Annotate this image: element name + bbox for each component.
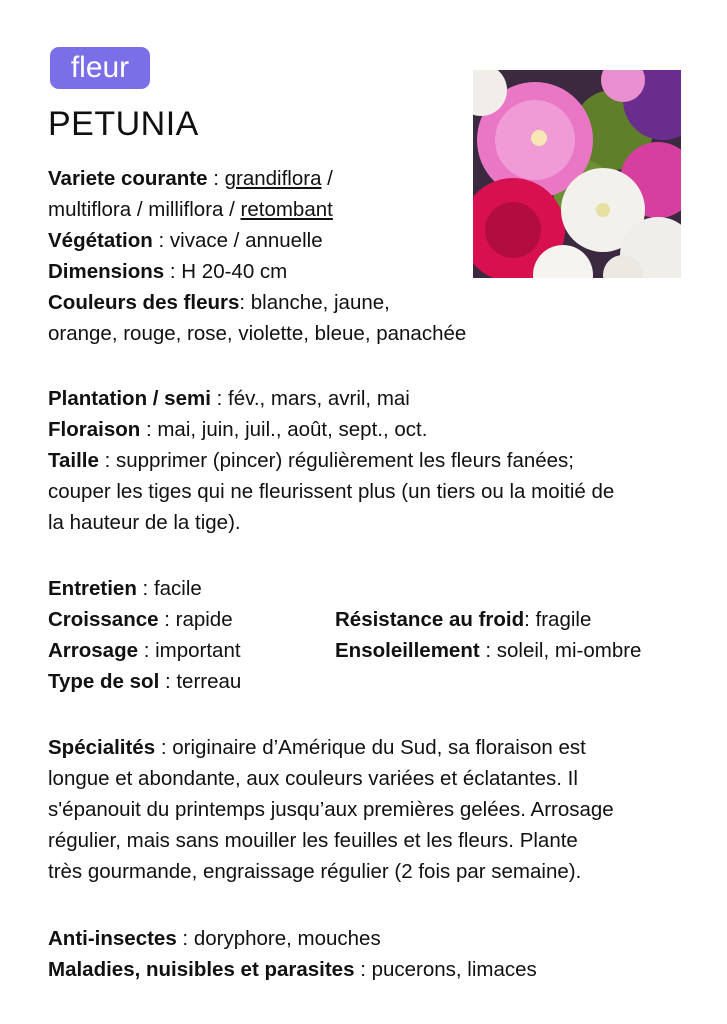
ensoleillement-value: : soleil, mi-ombre [479,639,642,662]
plantation-row [48,383,410,414]
croissance-row [48,604,233,635]
dimensions-row [48,256,287,287]
sol-row [48,666,241,697]
plantation-value: : fév., mars, avril, mai [210,387,410,410]
floraison-value: : mai, juin, juil., août, sept., oct. [140,418,428,441]
petunia-flowers-image [473,70,681,278]
specialites-row-4 [48,825,578,856]
anti-insectes-value: : doryphore, mouches [176,927,381,950]
arrosage-row [48,635,241,666]
arrosage-label: Arrosage [48,639,139,662]
plantation-label: Plantation / semi [48,387,211,410]
floraison-row [48,414,427,445]
specialites-value-4: régulier, mais sans mouiller les feuilles et les fleurs. Plante [48,829,578,852]
maladies-label: Maladies, nuisibles et parasites [48,958,355,981]
specialites-label: Spécialités [48,736,156,759]
taille-value: : supprimer (pincer) régulièrement les fleurs fanées; [98,449,575,472]
entretien-label: Entretien [48,577,137,600]
sol-value: : terreau [159,670,242,693]
taille-value-2: couper les tiges qui ne fleurissent plus (un tiers ou la moitié de [48,480,615,503]
variete-label: Variete courante [48,167,208,190]
dimensions-label: Dimensions [48,260,165,283]
variete-slash: / [321,167,333,190]
sol-label: Type de sol [48,670,160,693]
specialites-row [48,732,586,763]
couleurs-label: Couleurs des fleurs [48,291,240,314]
specialites-row-3 [48,794,614,825]
entretien-value: : facile [136,577,202,600]
couleurs-row [48,287,390,318]
vegetation-value: : vivace / annuelle [152,229,323,252]
entretien-row [48,573,202,604]
taille-row [48,445,574,476]
petunia-photo [473,70,681,278]
croissance-label: Croissance [48,608,159,631]
specialites-row-5 [48,856,581,887]
variete-sep: : [207,167,225,190]
category-badge: fleur [50,47,150,89]
dimensions-value: : H 20-40 cm [164,260,288,283]
taille-label: Taille [48,449,99,472]
vegetation-row [48,225,323,256]
specialites-value-5: très gourmande, engraissage régulier (2 fois par semaine). [48,860,582,883]
specialites-row-2 [48,763,578,794]
vegetation-label: Végétation [48,229,153,252]
arrosage-value: : important [138,639,241,662]
maladies-row [48,954,537,985]
resistance-value: : fragile [524,608,592,631]
taille-value-3: la hauteur de la tige). [48,511,241,534]
floraison-label: Floraison [48,418,141,441]
resistance-row [335,604,591,635]
specialites-value-2: longue et abondante, aux couleurs variées et éclatantes. Il [48,767,578,790]
maladies-value: : pucerons, limaces [354,958,537,981]
variete-link-retombant[interactable]: retombant [240,198,333,221]
couleurs-row-2 [48,318,466,349]
couleurs-value: : blanche, jaune, [239,291,390,314]
variete-text: multiflora / milliflora / [48,198,241,221]
anti-insectes-row [48,923,381,954]
taille-row-2 [48,476,614,507]
couleurs-value-2: orange, rouge, rose, violette, bleue, panachée [48,322,467,345]
ensoleillement-label: Ensoleillement [335,639,480,662]
page-title: PETUNIA [48,105,199,143]
variete-row-2 [48,194,333,225]
ensoleillement-row [335,635,641,666]
variete-link-grandiflora[interactable]: grandiflora [224,167,322,190]
resistance-label: Résistance au froid [335,608,525,631]
variete-row [48,163,333,194]
taille-row-3 [48,507,241,538]
croissance-value: : rapide [158,608,233,631]
anti-insectes-label: Anti-insectes [48,927,177,950]
specialites-value-3: s'épanouit du printemps jusqu’aux premières gelées. Arrosage [48,798,614,821]
specialites-value: : originaire d’Amérique du Sud, sa floraison est [155,736,586,759]
